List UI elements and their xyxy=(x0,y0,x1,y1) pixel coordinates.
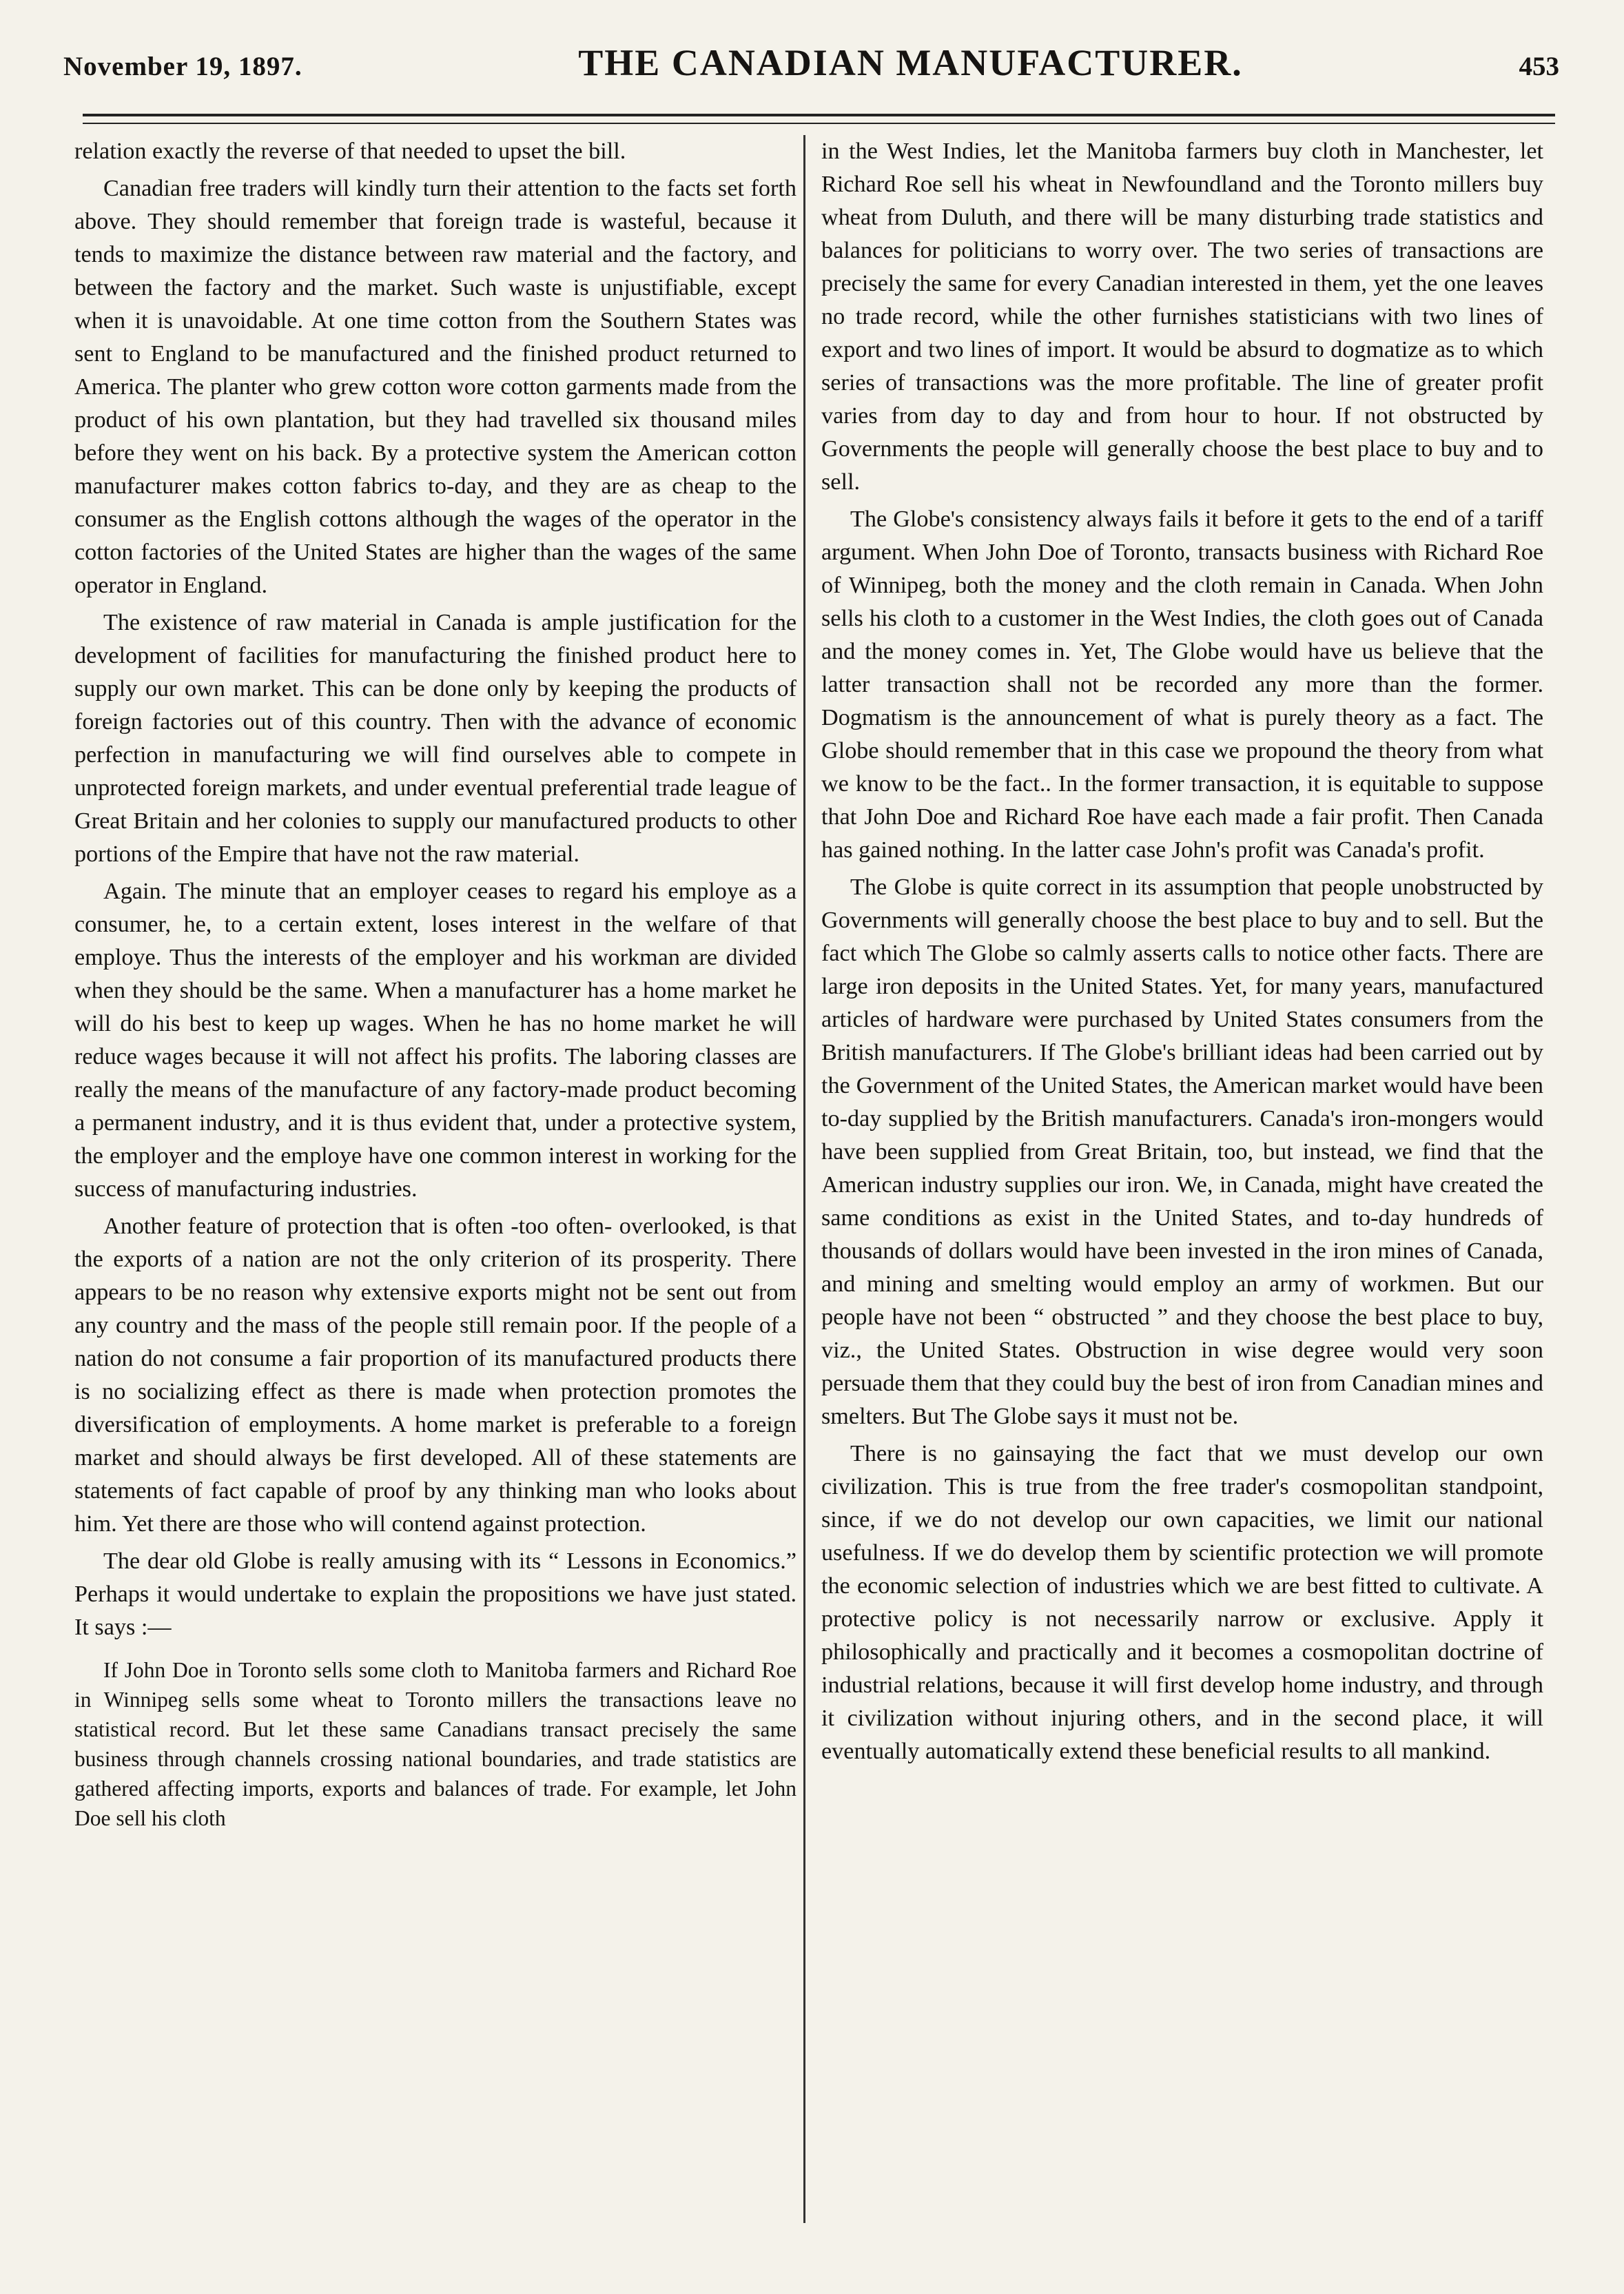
paragraph: relation exactly the reverse of that needed to upset the bill. xyxy=(74,139,626,164)
paragraph: The Globe is quite correct in its assumption that people unobstructed by Governments will generally choose the best place to buy and to sell. But the fact which The Globe so calmly asserts calls to notice other facts. There are large iron deposits in the United States. Yet, for many years, manufactured articles of hardware were purchased by United States consumers from the British manufacturers. If The Globe's brilliant ideas had been carried out by the Government of the United States, the American market would have been to-day supplied by the British manufacturers. Canada's iron-mongers would have been supplied from Great Britain, too, but instead, we find that the American industry supplies our iron. We, in Canada, might have created the same conditions as exist in the United States, and to-day hundreds of thousands of dollars would have been invested in the iron mines of Canada, and mining and smelting would employ an army of workmen. But our people have not been “ obstructed ” and they choose the best place to buy, viz., the United States. Obstruction in wise degree would very soon persuade them that they could buy the best of iron from Canadian mines and smelters. But The Globe says it must not be. xyxy=(821,874,1543,1429)
quoted-passage: If John Doe in Toronto sells some cloth to Manitoba farmers and Richard Roe in Winnipeg sells some wheat to Toronto millers the transactions leave no statistical record. But let these same Canadians transact precisely the same business through channels crossing national boundaries, and trade statistics are gathered affecting imports, exports and balances of trade. For example, let John Doe sell his cloth xyxy=(74,1658,796,1830)
masthead xyxy=(63,41,1559,103)
paragraph: The existence of raw material in Canada is ample justification for the development of facilities for manufacturing the finished product here to supply our own market. This can be done only by keeping the products of foreign factories out of this country. Then with the advance of economic perfection in manufacturing we will find ourselves able to compete in unprotected foreign markets, and under eventual preferential trade league of Great Britain and her colonies to supply our manufactured products to other portions of the Empire that have not the raw material. xyxy=(74,610,796,867)
paragraph: Another feature of protection that is often -too often- overlooked, is that the exports of a nation are not the only criterion of its prosperity. There appears to be no reason why extensive exports might not be sent out from any country and the mass of the people still remain poor. If the people of a nation do not consume a fair proportion of its manufactured products there is no socializing effect as there is made when protection promotes the diversification of employments. A home market is preferable to a foreign market and should always be first developed. All of these statements are statements of fact capable of proof by any thinking man who looks about him. Yet there are those who will contend against protection. xyxy=(74,1213,796,1537)
left-column xyxy=(74,135,796,2223)
issue-date: November 19, 1897. xyxy=(63,52,302,81)
publication-title: THE CANADIAN MANUFACTURER. xyxy=(578,42,1243,83)
paragraph: The Globe's consistency always fails it before it gets to the end of a tariff argument. When John Doe of Toronto, transacts business with Richard Roe of Winnipeg, both the money and the cloth remain in Canada. When John sells his cloth to a customer in the West Indies, the cloth goes out of Canada and the money comes in. Yet, The Globe would have us believe that the latter transaction shall not be recorded any more than the former. Dogmatism is the announcement of what is purely theory as a fact. The Globe should remember that in this case we propound the theory from what we know to be the fact.. In the former transaction, it is equitable to suppose that John Doe and Richard Roe have each made a fair profit. Then Canada has gained nothing. In the latter case John's profit was Canada's profit. xyxy=(821,506,1543,863)
page-number: 453 xyxy=(1519,52,1559,81)
paragraph: Again. The minute that an employer ceases to regard his employe as a consumer, he, to a certain extent, loses interest in the welfare of that employe. Thus the interests of the employer and his workman are divided when they should be the same. When a manufacturer has a home market he will do his best to keep up wages. When he has no home market he will reduce wages because it will not affect his profits. The laboring classes are really the means of the manufacture of any factory-made product becoming a permanent industry, and it is thus evident that, under a protective system, the employer and the employe have one common interest in working for the success of manufacturing industries. xyxy=(74,879,796,1202)
header-rule xyxy=(83,114,1555,116)
header-rule-thin xyxy=(83,123,1555,124)
column-divider xyxy=(803,135,805,2223)
paragraph: in the West Indies, let the Manitoba farmers buy cloth in Manchester, let Richard Roe sell his wheat in Newfoundland and the Toronto millers buy wheat from Duluth, and there will be many disturbing trade statistics and balances for politicians to worry over. The two series of transactions are precisely the same for every Canadian interested in them, yet the one leaves no trade record, while the other furnishes statisticians with two lines of export and two lines of import. It would be absurd to dogmatize as to which series of transactions was the more profitable. The line of greater profit varies from day to day and from hour to hour. If not obstructed by Governments the people will generally choose the best place to buy and to sell. xyxy=(821,139,1543,495)
paragraph: The dear old Globe is really amusing with its “ Lessons in Economics.” Perhaps it would undertake to explain the propositions we have just stated. It says :— xyxy=(74,1548,796,1640)
paragraph: There is no gainsaying the fact that we must develop our own civilization. This is true from the free trader's cosmopolitan standpoint, since, if we do not develop our own capacities, we limit our national usefulness. If we do develop them by scientific protection we will promote the economic selection of industries which we are best fitted to cultivate. A protective policy is not necessarily narrow or exclusive. Apply it philosophically and practically and it becomes a cosmopolitan doctrine of industrial relations, because it will first develop home industry, and through it civilization without injuring others, and in the second place, it will eventually automatically extend these beneficial results to all mankind. xyxy=(821,1441,1543,1764)
paragraph: Canadian free traders will kindly turn their attention to the facts set forth above. They should remember that foreign trade is wasteful, because it tends to maximize the distance between raw material and the factory, and between the factory and the market. Such waste is unjustifiable, except when it is unavoidable. At one time cotton from the Southern States was sent to England to be manufactured and the finished product returned to America. The planter who grew cotton wore cotton garments made from the product of his own plantation, but they had travelled six thousand miles before they went on his back. By a protective system the American cotton manufacturer makes cotton fabrics to-day, and they are as cheap to the consumer as the English cottons although the wages of the operator in the cotton factories of the United States are higher than the wages of the same operator in England. xyxy=(74,176,796,598)
right-column xyxy=(821,135,1543,2223)
